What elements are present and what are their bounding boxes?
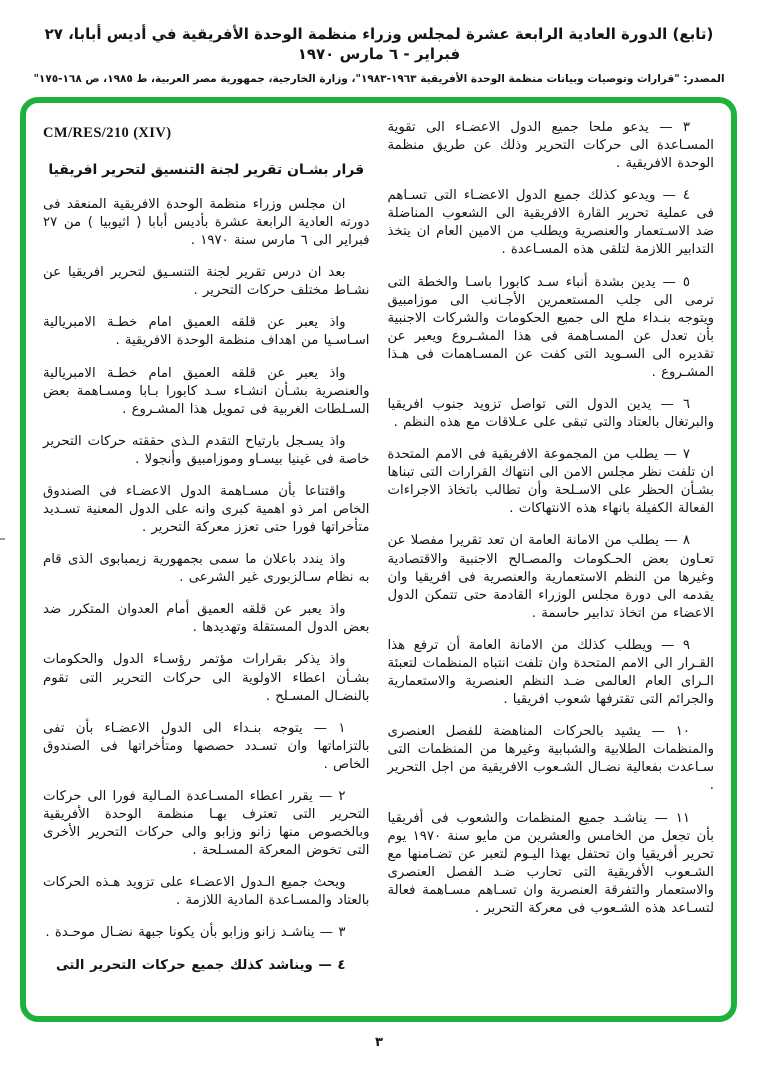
paragraph: ٩ — ويطلب كذلك من الامانة العامة أن ترفع هذا القـرار الى الامم المتحدة وان تلفت انتباه المنظمات لتعبئة الـراى العام العالمى ضـد النظم العنصرية والاستعمارية والجرائم التى تقترفها شعوب افريقيا . [387,637,714,708]
paragraph: ٤ — ويدعو كذلك جميع الدول الاعضـاء التى تسـاهم فى عملية تحرير القارة الافريقية الى الشعوب المناضلة ضد الاسـتعمار والعنصرية ويطلب من الامين العام ان يتخذ التدابير اللازمة لتلقى هذه المسـاعدة . [387,188,714,258]
paragraph: واذ يسـجل بارتياح التقدم الـذى حققته حركات التحرير خاصة فى غينيا بيسـاو وموزامبيق وأنجولا . [43,433,370,467]
resolution-column [43,119,370,1006]
page-header [0,0,758,87]
paragraph: واذ يعبر عن قلقه العميق أمام العدوان المتكرر ضد بعض الدول المستقلة وتهديدها . [43,602,370,636]
scan-artifact-mark [0,538,5,540]
paragraph: ٥ — يدين بشدة أنباء سـد كابورا باسـا والخطة التى ترمى الى جلب المستعمرين الأجـانب الى موزامبيق ويتوجه بنـداء ملح الى جميع الحكومات والشركات الاجنبية بأن تعدل عن المسـاهمة فى هذا المشـروع ويعبر عن تقديره الى السـويد التى كفت عن المسـاهمات فى هـذا المشـروع . [387,274,714,380]
session-title: (تابع) الدورة العادية الرابعة عشرة لمجلس وزراء منظمة الوحدة الأفريقية في أديس أبابا، ٢٧ فبراير - ٦ مارس ١٩٧٠ [44,25,714,63]
paragraph: ١ — يتوجه بنـداء الى الدول الاعضـاء بأن تفى بالتزاماتها وان تسـدد حصصها ومتأخراتها فى الصندوق الخاص . [43,720,370,772]
page-number: ٣ [375,1035,383,1050]
paragraph: ٣ — يدعو ملحا جميع الدول الاعضـاء الى تقوية المسـاعدة الى حركات التحرير وذلك عن طريق منظمة الوحدة الافريقية . [387,120,714,172]
paragraph: واذ يذكر بقرارات مؤتمر رؤسـاء الدول والحكومات بشـأن اعطاء الاولوية الى حركات التحرير التى تقوم بالنضـال المسـلح . [43,652,370,704]
continuation-column [388,119,715,1006]
paragraph: ان مجلس وزراء منظمة الوحدة الافريقية المنعقد فى دورته العادية الرابعة عشرة بأديس أبابا ( اثيوبيا ) من ٢٧ فبراير الى ٦ مارس سنة ١٩٧٠ . [43,197,370,249]
paragraph: ويحث جميع الـدول الاعضـاء على تزويد هـذه الحركات بالعتاد والمسـاعدة المادية اللازمة . [43,875,370,909]
paragraph: ٧ — يطلب من المجموعة الافريقية فى الامم المتحدة ان تلفت نظر مجلس الامن الى انتهاك القرارات التى تبناها بشـأن الحظر على الاسـلحة وأن تطالب باتخاذ الاجراءات الفعالة الكفيلة بانهاء هذه الانتهاكات . [387,447,714,517]
paragraph: ٤ — ويناشد كذلك جميع حركات التحرير التى [55,957,346,973]
resolution-title: قرار بشـان تقرير لجنة التنسيق لتحرير افريقيا [48,162,365,178]
paragraph: واقتناعا بأن مسـاهمة الدول الاعضـاء فى الصندوق الخاص امر ذو اهمية كبرى وانه على الدول المعنية تسـديد متأخراتها فورا حتى تعزز معركة التحرير . [43,483,370,536]
paragraph: ١٠ — يشيد بالحركات المناهضة للفصل العنصرى والمنظمات الطلابية والشبابية وغيرها من المنظمات التى سـاعدت بفعالية نضـال الشـعوب الافريقية من اجل التحرير . [387,724,714,794]
paragraph: ٢ — يقرر اعطاء المسـاعدة المـالية فورا الى حركات التحرير التى تعترف بهـا منظمة الوحدة الأفريقية وبالخصوص منها زانو وزابو والى حركات التحرير الأخرى التى تخوض المعركة المسـلحة . [43,788,370,859]
reference-code: CM/RES/210 (XIV) [43,125,172,141]
paragraph: بعد ان درس تقرير لجنة التنسـيق لتحرير افريقيا عن نشـاط مختلف حركات التحرير . [43,265,370,299]
text-columns [43,119,714,1006]
paragraph: واذ يعبر عن قلقه العميق امام خطـة الامبريالية والعنصرية بشـأن انشـاء سـد كابورا بـابا ومسـاهمة بعض السـلطات الغربية فى تمويل هذا المشـروع . [43,365,370,417]
paragraph: ١١ — يناشـد جميع المنظمات والشعوب فى أفريقيا بأن تجعل من الخامس والعشرين من مايو سنة ١٩٧٠ يوم تحرير أفريقيا وان تحتفل بهذا اليـوم لتعبر عن تضـامنها مع الشـعوب الأفريقية التى تحارب ضـد الفصل العنصرى والاستعمار والتفرقة العنصرية وان تسـاهم مسـاهمة فعالة لتسـاعد هذه الشـعوب فى معركة التحرير . [387,810,714,916]
source-citation: المصدر: "قرارات وتوصيات وبيانات منظمة الوحدة الأفريقية ١٩٦٣-١٩٨٣"، وزارة الخارجية، جمهورية مصر العربية، ط ١٩٨٥، ص ١٦٨-١٧٥" [33,73,725,85]
paragraph: واذ يعبر عن قلقه العميق امام خطـة الامبريالية اسـاسـيا من اهداف منظمة الوحدة الافريقية . [43,315,370,349]
resolution-border-box [20,97,737,1022]
paragraph: ٣ — يناشـد زانو وزابو بأن يكونا جبهة نضـال موحـدة . [45,925,346,941]
resolution-paragraphs [43,196,370,975]
paragraph: ٦ — يدين الدول التى تواصل تزويد جنوب افريقيا والبرتغال بالعتاد والتى تبقى على عـلاقات مع هذه النظم . [387,397,714,431]
paragraph: ٨ — يطلب من الامانة العامة ان تعد تقريرا مفصلا عن تعـاون بعض الحـكومات والمصـالح الاجنبية والاقتصادية وغيرها من النظم الاستعمارية والعنصرية فى افريقيا وان يقدمه الى دورة مجلس الوزراء القادمة حتى تتمكن الدول الاعضاء من اتخاذ تدابير حاسمة . [387,533,714,621]
paragraph: واذ يندد باعلان ما سمى بجمهورية زيمبابوى الذى قام به نظام سـالزبورى غير الشرعى . [43,552,370,586]
